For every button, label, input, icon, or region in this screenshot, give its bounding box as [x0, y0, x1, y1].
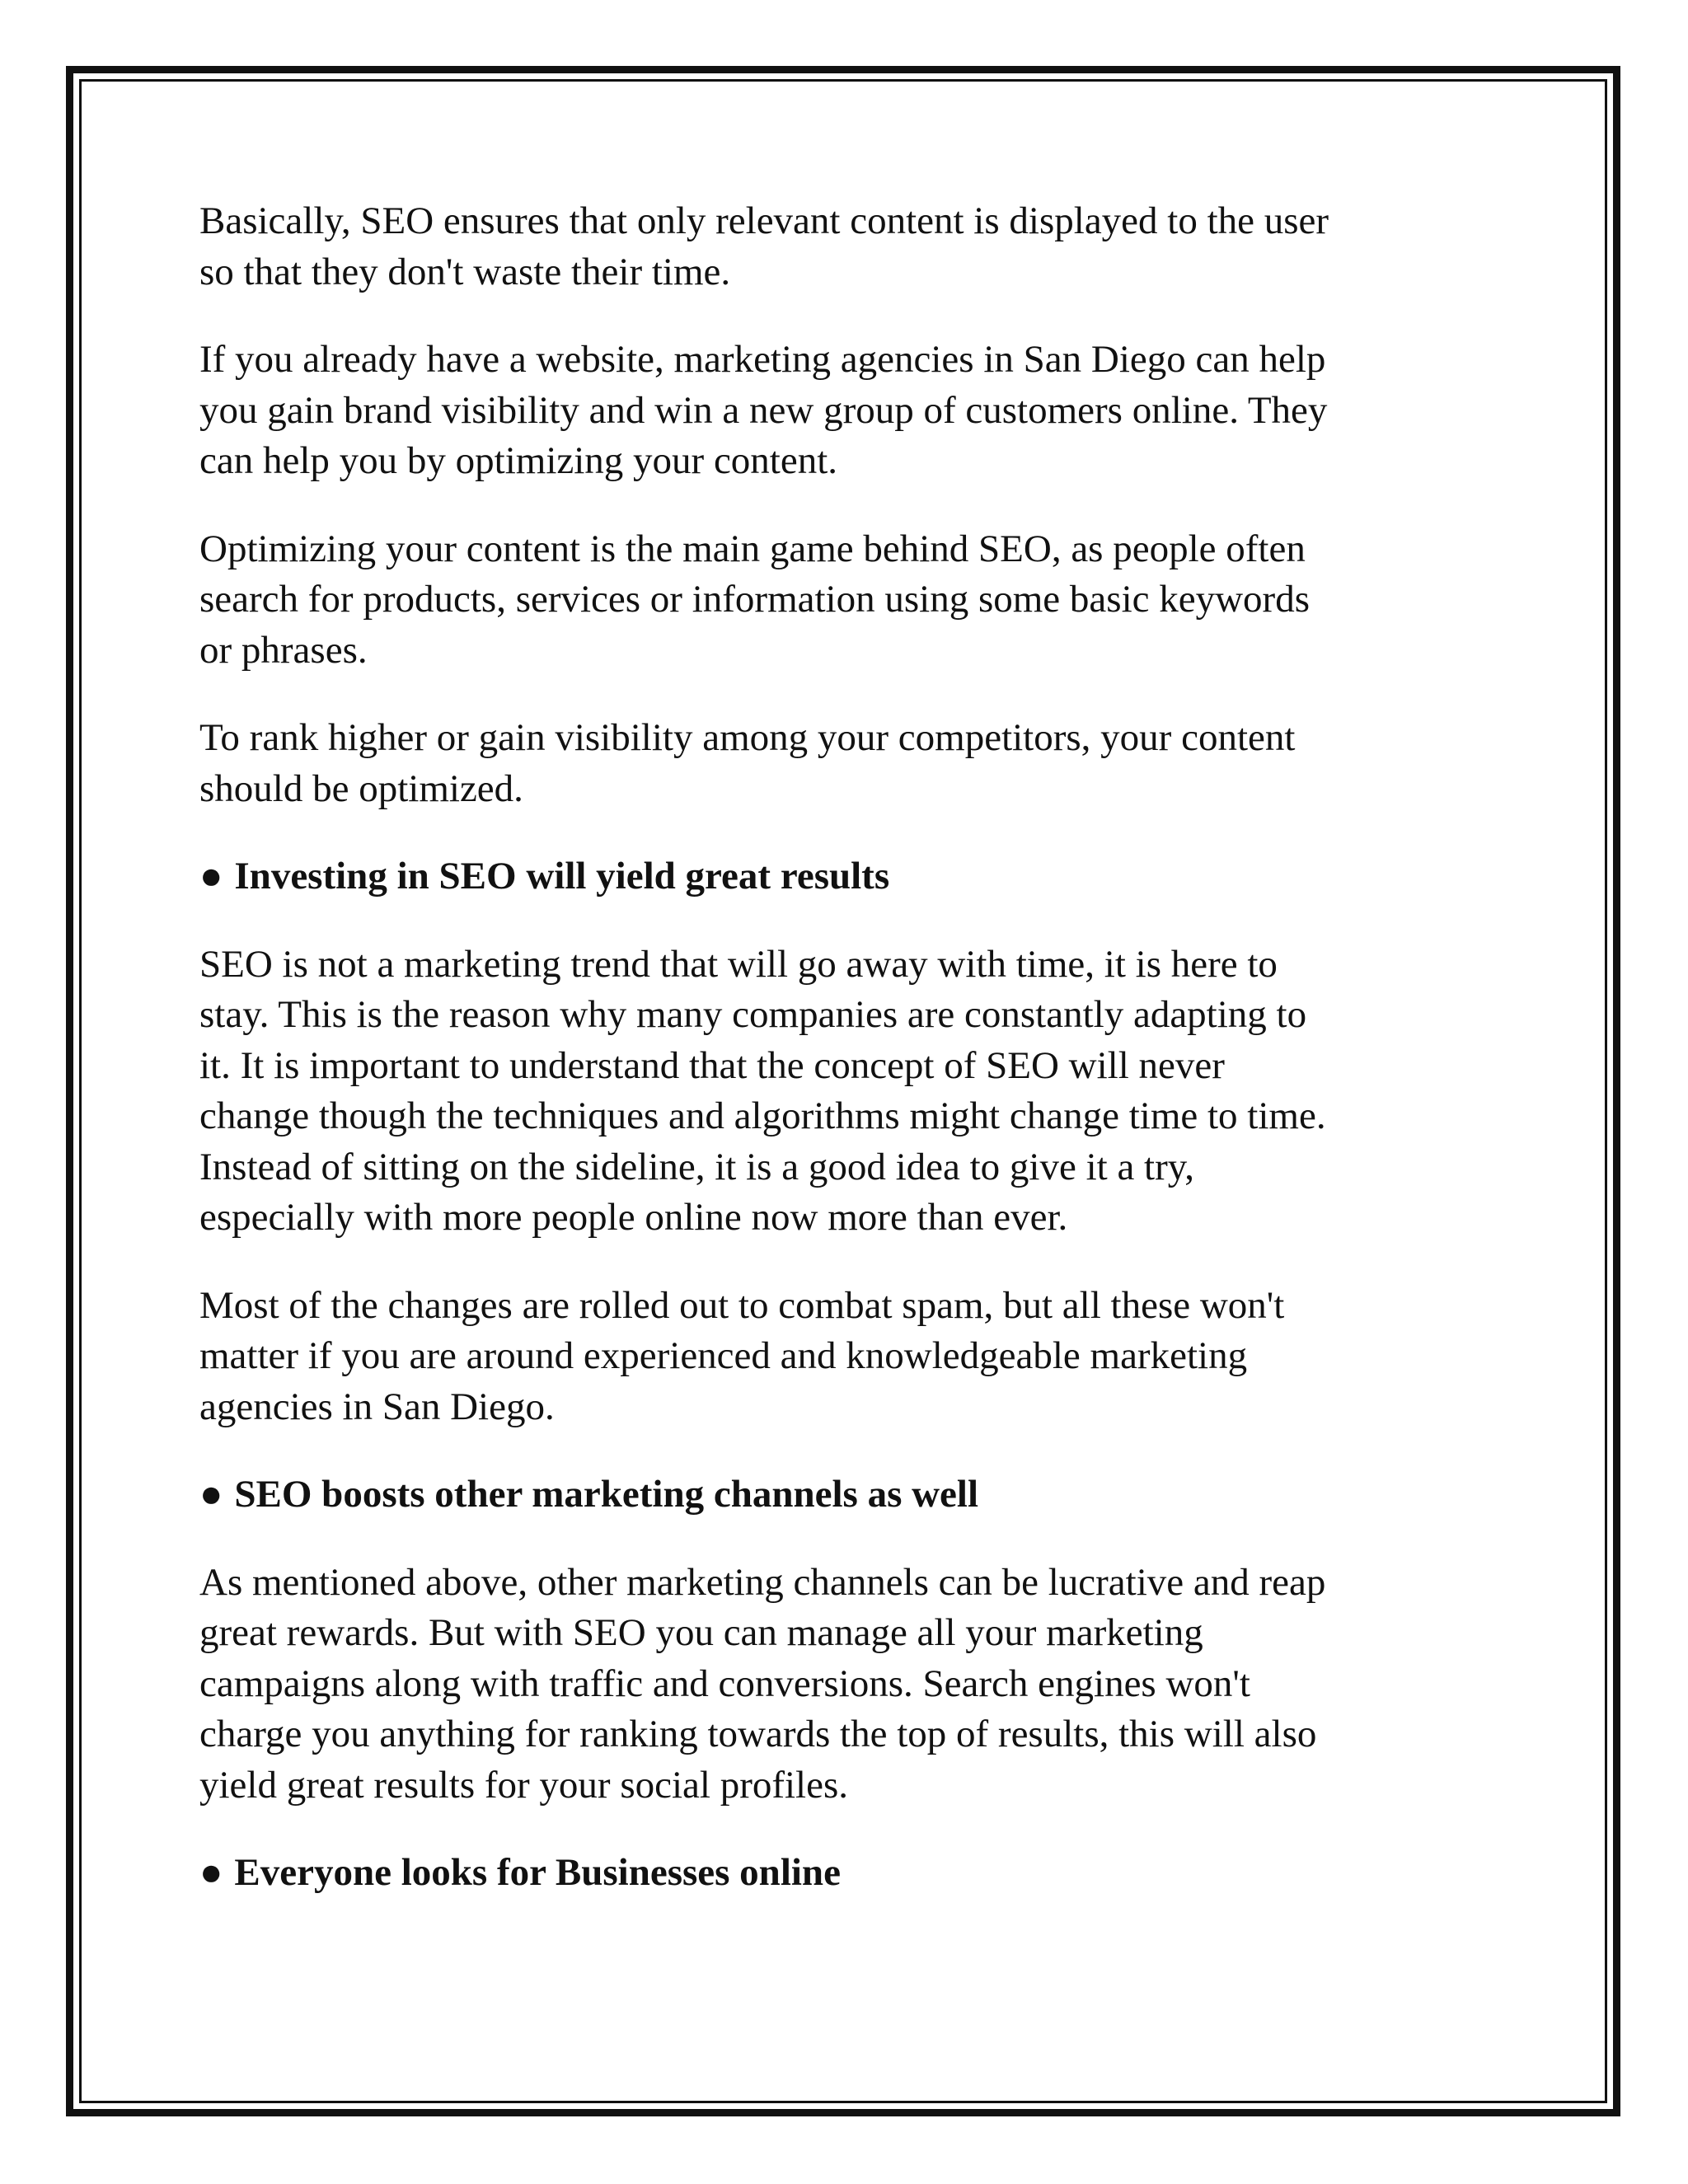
- paragraph-2: If you already have a website, marketing agencies in San Diego can help you gain brand visibility and win a new group of customers online. They can help you by optimizing your content.: [199, 338, 1328, 482]
- paragraph-1: Basically, SEO ensures that only relevant content is displayed to the user so that they don't waste their time.: [199, 199, 1329, 293]
- section-heading-text: SEO boosts other marketing channels as well: [234, 1473, 979, 1516]
- paragraph-6: Most of the changes are rolled out to combat spam, but all these won't matter if you are around experienced and knowledgeable marketing agencies in San Diego.: [199, 1283, 1285, 1428]
- paragraph-4: To rank higher or gain visibility among your competitors, your content should be optimized.: [199, 716, 1296, 810]
- section-heading-boosts: [199, 1469, 1485, 1521]
- bullet-icon: ●: [199, 1473, 223, 1516]
- bullet-icon: ●: [199, 855, 223, 898]
- section-heading-everyone: [199, 1848, 1485, 1899]
- section-heading-text: Investing in SEO will yield great results: [234, 855, 890, 898]
- paragraph-5: SEO is not a marketing trend that will go away with time, it is here to stay. This is the reason why many companies are constantly adapting to it. It is important to understand that the concept of SEO will never change though the techniques and algorithms might change time to time. Instead of sitting on the sideline, it is a good idea to give it a try, especially with more people online now more than ever.: [199, 942, 1326, 1239]
- document-body: [199, 196, 1485, 1936]
- paragraph-7: As mentioned above, other marketing channels can be lucrative and reap great rewards. But with SEO you can manage all your marketing campaigns along with traffic and conversions. Search engines won't charge you anything for ranking towards the top of results, this will also yield great results for your social profiles.: [199, 1560, 1326, 1807]
- section-heading-text: Everyone looks for Businesses online: [234, 1851, 841, 1894]
- bullet-icon: ●: [199, 1851, 223, 1894]
- section-heading-investing: [199, 851, 1485, 902]
- paragraph-3: Optimizing your content is the main game behind SEO, as people often search for products, services or information using some basic keywords or phrases.: [199, 527, 1310, 672]
